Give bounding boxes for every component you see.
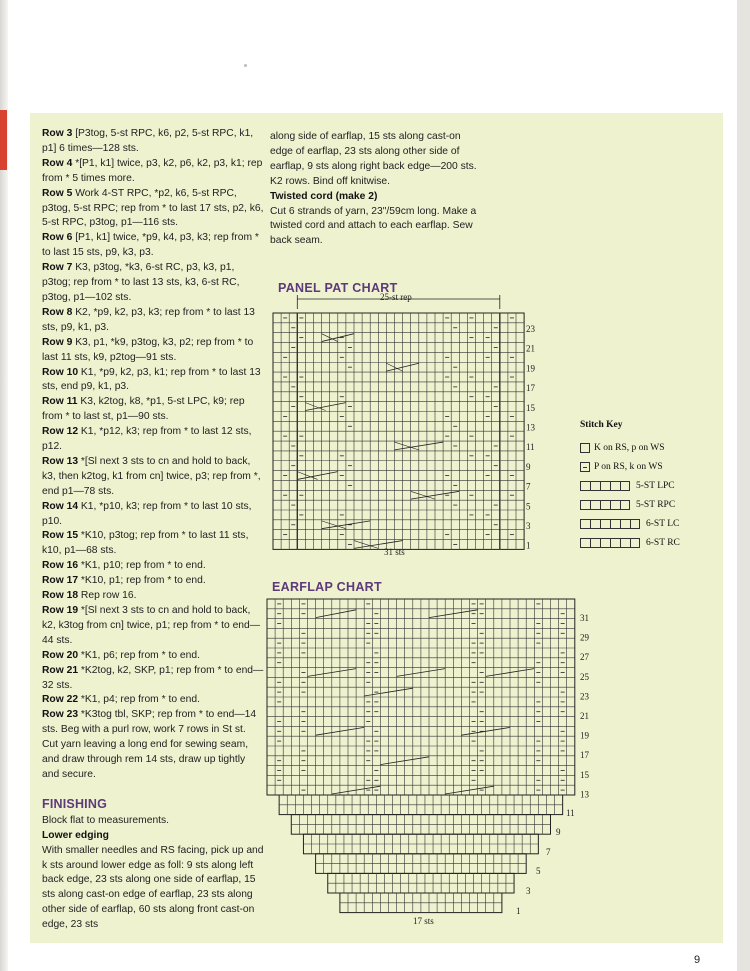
cable5-symbol-icon [580, 500, 630, 510]
cable6-symbol-icon [580, 538, 640, 548]
row-number: 19 [580, 730, 589, 741]
row-label: Row 10 [42, 366, 79, 378]
twisted-cord-heading: Twisted cord (make 2) [270, 190, 378, 202]
row-text: [P1, k1] twice, *p9, k4, p3, k3; rep from * to last 15 sts, p9, k3, p3. [42, 232, 259, 259]
stitch-key-label: K on RS, p on WS [594, 442, 665, 453]
row-label: Row 18 [42, 590, 79, 602]
row-text: [P3tog, 5-st RPC, k6, p2, 5-st RPC, k1, p1] 6 times—128 sts. [42, 128, 254, 154]
row-number: 3 [526, 521, 531, 531]
row-number: 5 [536, 866, 541, 876]
row-label: Row 15 [42, 530, 79, 542]
panel-chart-grid [273, 295, 524, 549]
row-label: Row 17 [42, 575, 79, 587]
stitch-key-title: Stitch Key [580, 420, 623, 430]
row-label: Row 20 [42, 649, 79, 661]
row-text: *K1, p4; rep from * to end. [78, 694, 200, 706]
cable-mark [305, 403, 346, 411]
row-text: K2, *p9, k2, p3, k3; rep from * to last 13 sts, p9, k1, p3. [42, 306, 255, 333]
lower-edging-text: With smaller needles and RS facing, pick up and k sts around lower edge as foll: 9 sts along left back edge, 23 sts along one side of earflap, 15 sts along cast-on edge of earflap, 23 sts along other side of earflap, 60 sts along front cast-on edge, 23 sts [42, 844, 264, 931]
row-number: 9 [556, 827, 561, 837]
stitch-key [580, 420, 680, 552]
row-label: Row 22 [42, 694, 79, 706]
row-label: Row 19 [42, 605, 79, 616]
row-text: K3, p1, *k9, p3tog, k3, p2; rep from * to last 11 sts, k9, p2tog—91 sts. [42, 336, 254, 363]
row-number: 29 [580, 632, 589, 643]
row-label: Row 21 [42, 664, 79, 676]
row-text: *K1, p6; rep from * to end. [78, 649, 200, 661]
row-text: *K3tog tbl, SKP; rep from * to end—14 sts. Beg with a purl row, work 7 rows in St st. Cut yarn leaving a long end for sewing seam, and draw through rem 14 sts, draw up tightly and secure. [42, 709, 257, 780]
row-number: 23 [580, 691, 589, 702]
stitch-key-item [580, 476, 680, 495]
row-text: *K10, p3tog; rep from * to last 11 sts, k10, p1—68 sts. [42, 530, 249, 557]
rep-label: 25-st rep [380, 292, 412, 302]
knit-symbol-icon [580, 443, 590, 453]
row-number: 23 [526, 324, 535, 334]
row-text: *K1, p10; rep from * to end. [78, 560, 206, 572]
panel-chart-title: PANEL PAT CHART [278, 281, 398, 295]
row-label: Row 23 [42, 709, 79, 721]
row-number: 15 [580, 769, 589, 780]
row-number: 11 [526, 442, 535, 453]
row-text: *[Sl next 3 sts to cn and hold to back, k3, then k2tog, k1 from cn] twice, p3; rep from *, end p1—78 sts. [42, 455, 261, 497]
row-number: 11 [566, 808, 575, 818]
row-number: 17 [526, 383, 535, 394]
row-text: K1, *p12, k3; rep from * to last 12 sts, p12. [42, 426, 252, 453]
row-label: Row 9 [42, 336, 73, 348]
row-text: *[Sl next 3 sts to cn and hold to back, k2, k3tog from cn] twice, p1; rep from * to end—44 sts. [42, 605, 261, 646]
finishing-heading: FINISHING [42, 796, 107, 811]
row-text: *K10, p1; rep from * to end. [78, 575, 206, 587]
row-label: Row 3 [42, 128, 73, 139]
stitch-key-label: P on RS, k on WS [594, 461, 663, 472]
row-number: 3 [526, 886, 531, 896]
stitch-key-item [580, 495, 680, 514]
row-number: 1 [516, 906, 521, 916]
row-number: 17 [580, 750, 589, 761]
row-number: 31 [580, 613, 589, 623]
earflap-sts-label: 17 sts [413, 916, 434, 926]
row-label: Row 7 [42, 262, 73, 274]
row-label: Row 6 [42, 232, 73, 244]
row-number: 13 [580, 789, 589, 800]
earflap-chart-title: EARFLAP CHART [272, 580, 382, 594]
row-label: Row 5 [42, 187, 73, 199]
stitch-key-label: 6-ST RC [646, 537, 680, 548]
cable6-symbol-icon [580, 519, 640, 529]
row-label: Row 8 [42, 306, 73, 318]
row-text: K1, *p10, k3; rep from * to last 10 sts, p10. [42, 500, 252, 527]
row-label: Row 4 [42, 157, 73, 169]
row-text: *K2tog, k2, SKP, p1; rep from * to end—32 sts. [42, 664, 264, 691]
earflap-chart-grid [267, 599, 575, 913]
row-text: *[P1, k1] twice, p3, k2, p6, k2, p3, k1; rep from * 5 times more. [42, 157, 263, 184]
stitch-key-item [580, 514, 680, 533]
purl-symbol-icon [580, 462, 590, 472]
stitch-key-label: 6-ST LC [646, 518, 680, 529]
row-text: K1, *p9, k2, p3, k1; rep from * to last 13 sts, end p9, k1, p3. [42, 366, 261, 393]
lower-edging-continued: along side of earflap, 15 sts along cast-on edge of earflap, 23 sts along other side of earflap, 9 sts along right back edge—200 sts. K2 rows. Bind off knitwise. [270, 131, 477, 187]
stitch-key-item [580, 533, 680, 552]
cable-mark [316, 610, 357, 618]
row-number: 5 [526, 501, 531, 512]
twisted-cord-text: Cut 6 strands of yarn, 23"/59cm long. Make a twisted cord and attach to each earflap. Sew back seam. [270, 205, 477, 247]
row-number: 25 [580, 671, 589, 682]
finishing-intro: Block flat to measurements. [42, 814, 170, 826]
row-number: 19 [526, 363, 535, 374]
row-number: 9 [526, 461, 531, 472]
stitch-key-label: 5-ST RPC [636, 499, 676, 510]
row-label: Row 12 [42, 426, 79, 438]
stitch-key-item [580, 438, 680, 457]
row-label: Row 13 [42, 455, 79, 467]
row-number: 21 [580, 711, 589, 721]
row-text: K3, p3tog, *k3, 6-st RC, p3, k3, p1, p3tog; rep from * to last 13 sts, k3, 6-st RC, p3tog, p1—102 sts. [42, 262, 240, 303]
row-text: Rep row 16. [78, 590, 137, 602]
cable5-symbol-icon [580, 481, 630, 491]
lower-edging-heading: Lower edging [42, 829, 109, 841]
stitch-key-item [580, 457, 680, 476]
row-number: 21 [526, 343, 535, 354]
row-number: 15 [526, 402, 535, 413]
cable-mark [297, 472, 338, 480]
row-number: 27 [580, 652, 589, 663]
row-number: 1 [526, 540, 531, 551]
row-label: Row 16 [42, 560, 79, 572]
row-text: Work 4-ST RPC, *p2, k6, 5-st RPC, p3tog, 5-st RPC; rep from * to last 17 sts, p2, k6, 5-st RPC, p3tog, p1—116 sts. [42, 187, 264, 229]
row-number: 7 [526, 481, 531, 492]
row-label: Row 11 [42, 396, 78, 408]
row-number: 7 [546, 847, 551, 857]
row-label: Row 14 [42, 500, 79, 512]
row-number: 13 [526, 422, 535, 433]
panel-sts-label: 31 sts [384, 547, 405, 557]
stitch-key-label: 5-ST LPC [636, 480, 675, 491]
page-number: 9 [694, 954, 701, 966]
row-text: K3, k2tog, k8, *p1, 5-st LPC, k9; rep from * to last st, p1—90 sts. [42, 396, 245, 423]
